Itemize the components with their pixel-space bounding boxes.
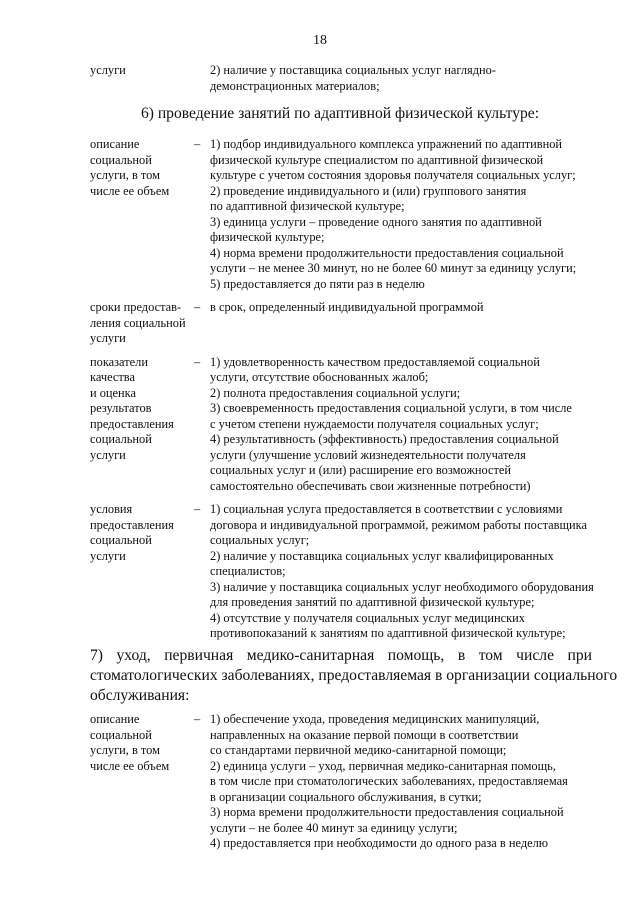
desc-line: в организации социального обслуживания, в сутки;: [210, 790, 482, 804]
term-text: числе ее объем: [90, 759, 170, 773]
desc-line: физической культуре специалистом по адаптивной физической: [210, 153, 544, 167]
term-text: услуги: [90, 448, 126, 462]
desc-line: 2) полнота предоставления социальной услуги;: [210, 386, 461, 400]
desc-line: договора и индивидуальной программой, режимом работы поставщика: [210, 518, 588, 532]
desc-line: 2) единица услуги – уход, первичная медико-санитарная помощь,: [210, 759, 556, 773]
term-text: предоставления: [90, 518, 174, 532]
desc-line: самостоятельно обеспечивать свои жизненные потребности): [210, 479, 531, 493]
dash: –: [194, 137, 201, 151]
term-text: услуги: [90, 63, 126, 77]
desc-line: 1) подбор индивидуального комплекса упражнений по адаптивной: [210, 137, 563, 151]
section-heading-7-line: стоматологических заболеваниях, предоставляемая в организации социального: [90, 667, 618, 684]
desc-line: 1) обеспечение ухода, проведения медицинских манипуляций,: [210, 712, 540, 726]
desc-line: для проведения занятий по адаптивной физической культуре;: [210, 595, 535, 609]
term-text: услуги, в том: [90, 743, 160, 757]
desc-line: в том числе при стоматологических заболеваниях, предоставляемая: [210, 774, 568, 788]
page-number: 18: [313, 33, 327, 48]
dash: –: [194, 502, 201, 516]
desc-line: 4) результативность (эффективность) предоставления социальной: [210, 432, 559, 446]
desc-line: 3) норма времени продолжительности предоставления социальной: [210, 805, 564, 819]
term-text: и оценка: [90, 386, 137, 400]
desc-line: по адаптивной физической культуре;: [210, 199, 405, 213]
term-text: социальной: [90, 432, 152, 446]
desc-line: противопоказаний к занятиям по адаптивной физической культуре;: [210, 626, 566, 640]
term-text: сроки предостав-: [90, 300, 182, 314]
desc-line: со стандартами первичной медико-санитарной помощи;: [210, 743, 507, 757]
desc-line: 2) наличие у поставщика социальных услуг наглядно-: [210, 63, 497, 77]
term-text: социальной: [90, 153, 152, 167]
section-heading-7-line: обслуживания:: [90, 687, 190, 704]
desc-line: в срок, определенный индивидуальной программой: [210, 300, 484, 314]
section-heading-6: 6) проведение занятий по адаптивной физической культуре:: [140, 105, 540, 122]
desc-line: с учетом степени нуждаемости получателя социальных услуг;: [210, 417, 539, 431]
dash: –: [194, 712, 201, 726]
desc-line: услуги – не более 40 минут за единицу услуги;: [210, 821, 458, 835]
term-text: результатов: [90, 401, 152, 415]
term-text: услуги: [90, 549, 126, 563]
desc-line: 2) проведение индивидуального и (или) группового занятия: [210, 184, 527, 198]
term-text: числе ее объем: [90, 184, 170, 198]
term-text: качества: [90, 370, 135, 384]
desc-line: услуги – не менее 30 минут, но не более 60 минут за единицу услуги;: [210, 261, 577, 275]
term-text: социальной: [90, 728, 152, 742]
desc-line: 2) наличие у поставщика социальных услуг квалифицированных: [210, 549, 554, 563]
desc-line: услуги (улучшение условий жизнедеятельности получателя: [210, 448, 526, 462]
desc-line: 4) предоставляется при необходимости до одного раза в неделю: [210, 836, 549, 850]
desc-line: культуре с учетом состояния здоровья получателя социальных услуг;: [210, 168, 576, 182]
term-text: условия: [90, 502, 133, 516]
term-text: услуги, в том: [90, 168, 160, 182]
dash: –: [194, 355, 201, 369]
term-text: социальной: [90, 533, 152, 547]
desc-line: 1) социальная услуга предоставляется в соответствии с условиями: [210, 502, 563, 516]
desc-line: социальных услуг;: [210, 533, 310, 547]
desc-line: 3) наличие у поставщика социальных услуг необходимого оборудования: [210, 580, 594, 594]
term-text: ления социальной: [90, 316, 186, 330]
desc-line: специалистов;: [210, 564, 286, 578]
desc-line: 4) отсутствие у получателя социальных услуг медицинских: [210, 611, 525, 625]
desc-line: 1) удовлетворенность качеством предоставляемой социальной: [210, 355, 540, 369]
desc-line: 5) предоставляется до пяти раз в неделю: [210, 277, 425, 291]
desc-line: демонстрационных материалов;: [210, 79, 380, 93]
term-text: услуги: [90, 331, 126, 345]
desc-line: физической культуре;: [210, 230, 325, 244]
term-text: предоставления: [90, 417, 174, 431]
term-text: показатели: [90, 355, 148, 369]
desc-line: услуги, отсутствие обоснованных жалоб;: [210, 370, 429, 384]
desc-line: социальных услуг и (или) расширение его возможностей: [210, 463, 512, 477]
section-heading-7-line: 7) уход, первичная медико-санитарная помощь, в том числе при: [90, 647, 592, 664]
desc-line: 3) единица услуги – проведение одного занятия по адаптивной: [210, 215, 542, 229]
desc-line: направленных на оказание первой помощи в соответствии: [210, 728, 519, 742]
desc-line: 4) норма времени продолжительности предоставления социальной: [210, 246, 564, 260]
desc-line: 3) своевременность предоставления социальной услуги, в том числе: [210, 401, 572, 415]
dash: –: [194, 300, 201, 314]
term-text: описание: [90, 712, 140, 726]
term-text: описание: [90, 137, 140, 151]
